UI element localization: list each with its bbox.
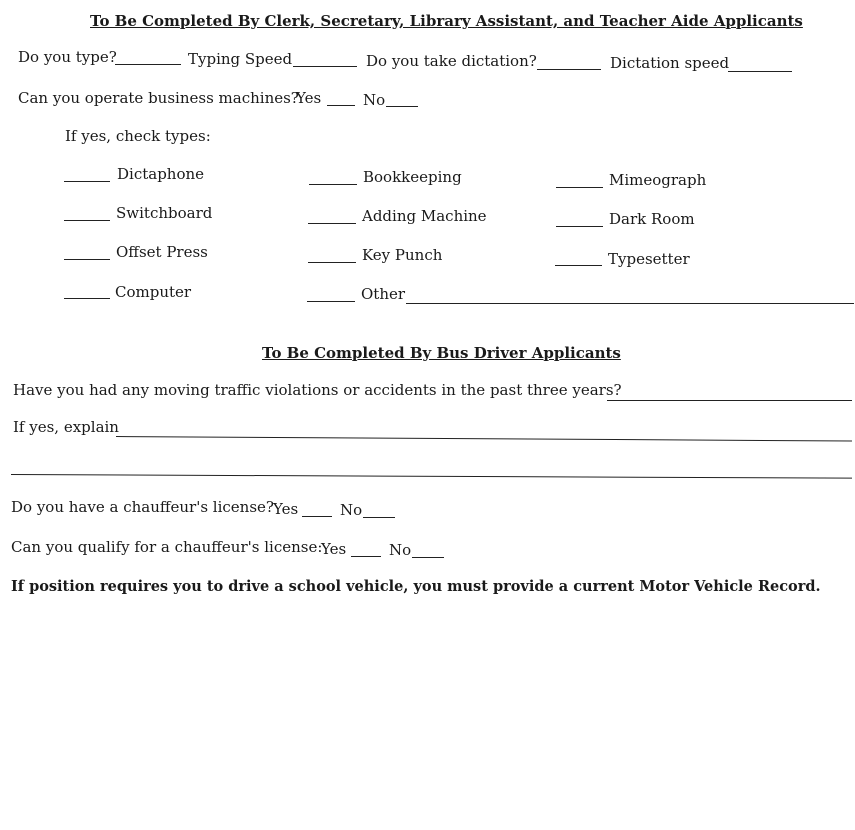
question-dictation-speed: Dictation speed bbox=[610, 54, 730, 72]
check-line-switchboard[interactable] bbox=[64, 220, 110, 221]
if-yes-check-label: If yes, check types: bbox=[65, 127, 211, 145]
check-line-computer[interactable] bbox=[64, 298, 110, 299]
machines-yes-label: Yes bbox=[296, 89, 322, 107]
qualify-no-line[interactable] bbox=[412, 557, 444, 558]
check-line-key-punch[interactable] bbox=[308, 262, 356, 263]
check-line-offset-press[interactable] bbox=[64, 259, 110, 260]
motor-vehicle-record-notice: If position requires you to drive a school vehicle, you must provide a current Motor Vehicle Record. bbox=[11, 578, 821, 595]
license-no-line[interactable] bbox=[363, 517, 395, 518]
typing-speed-line[interactable] bbox=[293, 66, 357, 67]
machine-computer: Computer bbox=[115, 283, 192, 301]
license-no-label: No bbox=[340, 501, 363, 519]
dictation-answer-line[interactable] bbox=[537, 69, 601, 70]
machine-mimeograph: Mimeograph bbox=[609, 171, 707, 189]
machine-switchboard: Switchboard bbox=[116, 204, 213, 222]
section-heading-clerk: To Be Completed By Clerk, Secretary, Library Assistant, and Teacher Aide Applicants bbox=[90, 12, 803, 30]
license-yes-label: Yes bbox=[273, 500, 299, 518]
check-line-dark-room[interactable] bbox=[556, 226, 603, 227]
check-line-dictaphone[interactable] bbox=[64, 181, 110, 182]
check-line-other[interactable] bbox=[307, 301, 355, 302]
machine-bookkeeping: Bookkeeping bbox=[363, 168, 462, 186]
question-dictation: Do you take dictation? bbox=[366, 52, 537, 70]
machine-key-punch: Key Punch bbox=[362, 246, 443, 264]
check-line-typesetter[interactable] bbox=[555, 265, 602, 266]
question-violations: Have you had any moving traffic violations or accidents in the past three years? bbox=[13, 381, 622, 399]
explain-line-2[interactable] bbox=[11, 474, 852, 479]
machines-no-line[interactable] bbox=[386, 106, 418, 107]
explain-line-1[interactable] bbox=[116, 436, 852, 441]
question-machines: Can you operate business machines? bbox=[18, 89, 299, 107]
machine-adding-machine: Adding Machine bbox=[362, 207, 487, 225]
typing-answer-line[interactable] bbox=[115, 64, 181, 65]
question-typing-speed: Typing Speed bbox=[188, 50, 293, 68]
question-type: Do you type? bbox=[18, 48, 117, 66]
if-yes-explain-label: If yes, explain bbox=[13, 418, 119, 436]
machine-other: Other bbox=[361, 285, 406, 303]
qualify-yes-label: Yes bbox=[321, 540, 347, 558]
license-yes-line[interactable] bbox=[302, 516, 332, 517]
dictation-speed-line[interactable] bbox=[728, 71, 792, 72]
machines-yes-line[interactable] bbox=[327, 105, 355, 106]
question-qualify-license: Can you qualify for a chauffeur's license: bbox=[11, 538, 323, 556]
question-chauffeur-license: Do you have a chauffeur's license? bbox=[11, 498, 274, 516]
qualify-no-label: No bbox=[389, 541, 412, 559]
check-line-mimeograph[interactable] bbox=[556, 187, 603, 188]
violations-answer-line[interactable] bbox=[607, 400, 852, 401]
section-heading-bus-driver: To Be Completed By Bus Driver Applicants bbox=[262, 344, 621, 362]
machine-typesetter: Typesetter bbox=[608, 250, 690, 268]
check-line-adding-machine[interactable] bbox=[308, 223, 356, 224]
machine-dark-room: Dark Room bbox=[609, 210, 695, 228]
check-line-bookkeeping[interactable] bbox=[309, 184, 357, 185]
machine-dictaphone: Dictaphone bbox=[117, 165, 205, 183]
machine-offset-press: Offset Press bbox=[116, 243, 208, 261]
qualify-yes-line[interactable] bbox=[351, 556, 381, 557]
machines-no-label: No bbox=[363, 91, 386, 109]
other-specify-line[interactable] bbox=[406, 303, 854, 304]
